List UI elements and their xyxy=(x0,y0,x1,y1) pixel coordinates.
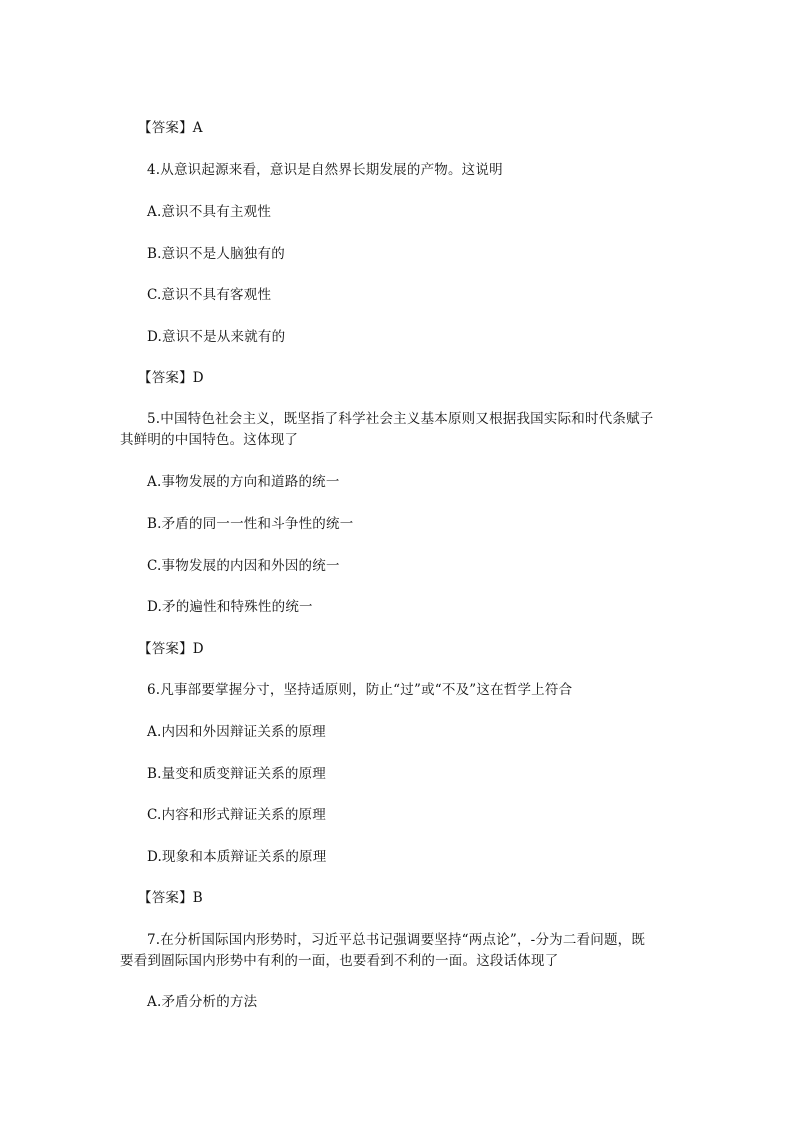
question-7-stem-line1: 7.在分析国际国内形势时，习近平总书记强调要坚持“两点论”，-分为二看问题，既 xyxy=(147,932,646,948)
answer-q5: 【答案】D xyxy=(138,641,204,657)
question-7-stem-line2: 要看到圄际国内形势中有利的一面，也要看到不利的一面。这段话体现了 xyxy=(120,953,559,969)
question-6-option-b: B.量变和质变辩证关系的原理 xyxy=(147,766,327,782)
question-4-option-b: B.意识不是人脑独有的 xyxy=(147,246,285,262)
question-4-option-a: A.意识不具有主观性 xyxy=(147,204,272,220)
question-6-option-c: C.内容和形式辩证关系的原理 xyxy=(147,807,326,823)
question-5-option-b: B.矛盾的同一一性和斗争性的统一 xyxy=(147,516,354,532)
question-5-stem-line1: 5.中国特色社会主义，既坚指了科学社会主义基本原则又根据我国实际和时代条赋子 xyxy=(147,411,654,427)
question-4-stem: 4.从意识起源来看，意识是自然界长期发展的产物。这说明 xyxy=(147,162,503,178)
answer-q6: 【答案】B xyxy=(138,890,203,906)
question-5-option-c: C.事物发展的内因和外因的统一 xyxy=(147,558,340,574)
question-5-option-d: D.矛的遍性和特殊性的统一 xyxy=(147,599,313,615)
question-5-stem-line2: 其鲜明的中国特色。这体现了 xyxy=(120,432,299,448)
question-6-option-a: A.内因和外因辩证关系的原理 xyxy=(147,724,326,740)
question-6-option-d: D.现象和本质辩证关系的原理 xyxy=(147,849,327,865)
question-6-stem: 6.凡事部要掌握分寸，坚持适原则，防止“过”或“不及”这在哲学上符合 xyxy=(147,682,573,698)
answer-q3: 【答案】A xyxy=(138,120,203,136)
question-7-option-a: A.矛盾分析的方法 xyxy=(147,994,258,1010)
question-4-option-c: C.意识不具有客观性 xyxy=(147,287,272,303)
answer-q4: 【答案】D xyxy=(138,370,204,386)
question-4-option-d: D.意识不是从来就有的 xyxy=(147,329,286,345)
question-5-option-a: A.事物发展的方向和道路的统一 xyxy=(147,474,340,490)
